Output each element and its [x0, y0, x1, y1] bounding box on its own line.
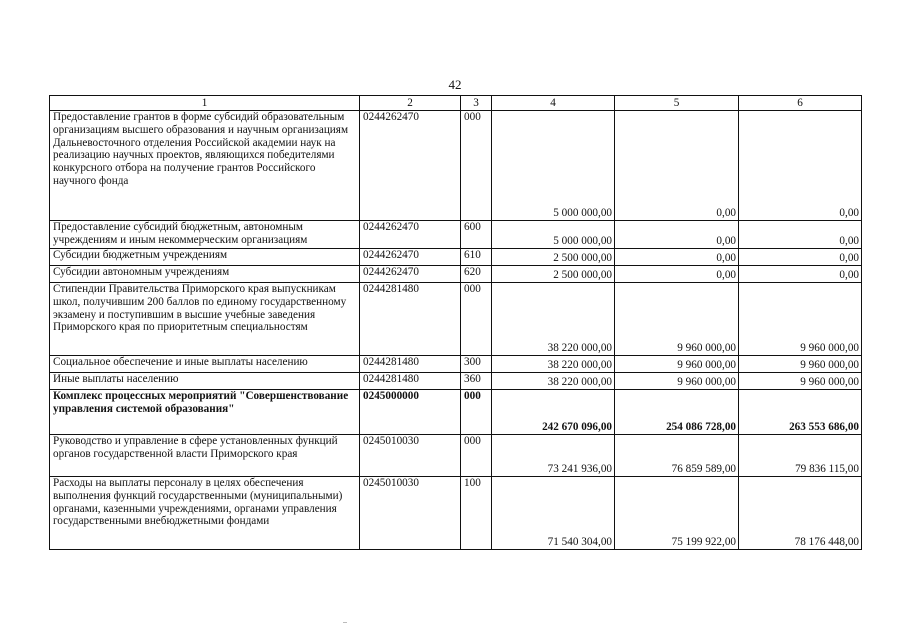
header-cell: 6	[739, 96, 862, 111]
row-type: 620	[461, 266, 492, 283]
row-value-2: 0,00	[615, 221, 739, 249]
row-code: 0244281480	[360, 356, 461, 373]
row-value-2: 75 199 922,00	[615, 477, 739, 550]
row-value-1: 38 220 000,00	[492, 373, 615, 390]
row-value-3: 0,00	[739, 111, 862, 221]
row-value-3: 78 176 448,00	[739, 477, 862, 550]
row-value-1: 242 670 096,00	[492, 390, 615, 435]
row-value-1: 2 500 000,00	[492, 266, 615, 283]
header-cell: 5	[615, 96, 739, 111]
row-code: 0245010030	[360, 477, 461, 550]
page-number: 42	[448, 77, 462, 92]
row-code: 0245000000	[360, 390, 461, 435]
row-value-3: 0,00	[739, 221, 862, 249]
row-name: Стипендии Правительства Приморского края выпускникам школ, получившим 200 баллов по единому государственному экзамену и поступившим в высшие учебные заведения Приморского края по приоритетным специальностям	[50, 283, 360, 356]
header-cell: 3	[461, 96, 492, 111]
table-row	[50, 266, 862, 283]
header-cell: 4	[492, 96, 615, 111]
row-code: 0245010030	[360, 435, 461, 477]
row-type: 300	[461, 356, 492, 373]
table-header-row	[50, 96, 862, 111]
row-type: 360	[461, 373, 492, 390]
row-type: 100	[461, 477, 492, 550]
row-name: Предоставление грантов в форме субсидий образовательным организациям высшего образования и научным организациям Дальневосточного отделения Российской академии наук на реализацию научных проектов, являющихся победителями конкурсного отбора на получение грантов Российского научного фонда	[50, 111, 360, 221]
row-value-3: 263 553 686,00	[739, 390, 862, 435]
row-value-1: 5 000 000,00	[492, 221, 615, 249]
row-name: Иные выплаты населению	[50, 373, 360, 390]
row-code: 0244262470	[360, 249, 461, 266]
table-row	[50, 221, 862, 249]
row-name: Предоставление субсидий бюджетным, автономным учреждениям и иным некоммерческим организациям	[50, 221, 360, 249]
table-row	[50, 283, 862, 356]
row-type: 600	[461, 221, 492, 249]
row-value-2: 0,00	[615, 249, 739, 266]
row-value-2: 9 960 000,00	[615, 356, 739, 373]
row-value-2: 76 859 589,00	[615, 435, 739, 477]
row-value-3: 9 960 000,00	[739, 283, 862, 356]
row-value-1: 38 220 000,00	[492, 283, 615, 356]
header-cell: 2	[360, 96, 461, 111]
row-value-1: 2 500 000,00	[492, 249, 615, 266]
row-value-2: 0,00	[615, 111, 739, 221]
row-value-3: 0,00	[739, 266, 862, 283]
table-row	[50, 373, 862, 390]
row-value-3: 0,00	[739, 249, 862, 266]
row-type: 610	[461, 249, 492, 266]
row-name: Социальное обеспечение и иные выплаты населению	[50, 356, 360, 373]
row-name: Комплекс процессных мероприятий "Совершенствование управления системой образования"	[50, 390, 360, 435]
row-name: Субсидии бюджетным учреждениям	[50, 249, 360, 266]
row-value-1: 73 241 936,00	[492, 435, 615, 477]
row-type: 000	[461, 111, 492, 221]
budget-table	[49, 95, 862, 550]
row-name: Руководство и управление в сфере установленных функций органов государственной власти Приморского края	[50, 435, 360, 477]
table-row	[50, 249, 862, 266]
row-code: 0244281480	[360, 283, 461, 356]
row-value-3: 9 960 000,00	[739, 356, 862, 373]
row-type: 000	[461, 435, 492, 477]
header-cell: 1	[50, 96, 360, 111]
row-name: Субсидии автономным учреждениям	[50, 266, 360, 283]
row-value-3: 79 836 115,00	[739, 435, 862, 477]
row-value-2: 9 960 000,00	[615, 373, 739, 390]
scan-artifact	[343, 622, 347, 623]
table-row	[50, 356, 862, 373]
table-row	[50, 435, 862, 477]
row-value-1: 38 220 000,00	[492, 356, 615, 373]
row-value-1: 71 540 304,00	[492, 477, 615, 550]
row-type: 000	[461, 390, 492, 435]
row-value-3: 9 960 000,00	[739, 373, 862, 390]
table-row-section	[50, 390, 862, 435]
row-value-2: 254 086 728,00	[615, 390, 739, 435]
row-code: 0244262470	[360, 111, 461, 221]
row-code: 0244262470	[360, 221, 461, 249]
row-code: 0244262470	[360, 266, 461, 283]
row-code: 0244281480	[360, 373, 461, 390]
row-type: 000	[461, 283, 492, 356]
row-value-2: 0,00	[615, 266, 739, 283]
table-row	[50, 111, 862, 221]
row-value-2: 9 960 000,00	[615, 283, 739, 356]
table-row	[50, 477, 862, 550]
row-value-1: 5 000 000,00	[492, 111, 615, 221]
row-name: Расходы на выплаты персоналу в целях обеспечения выполнения функций государственными (муниципальными) органами, казенными учреждениями, органами управления государственными внебюджетными фондами	[50, 477, 360, 550]
